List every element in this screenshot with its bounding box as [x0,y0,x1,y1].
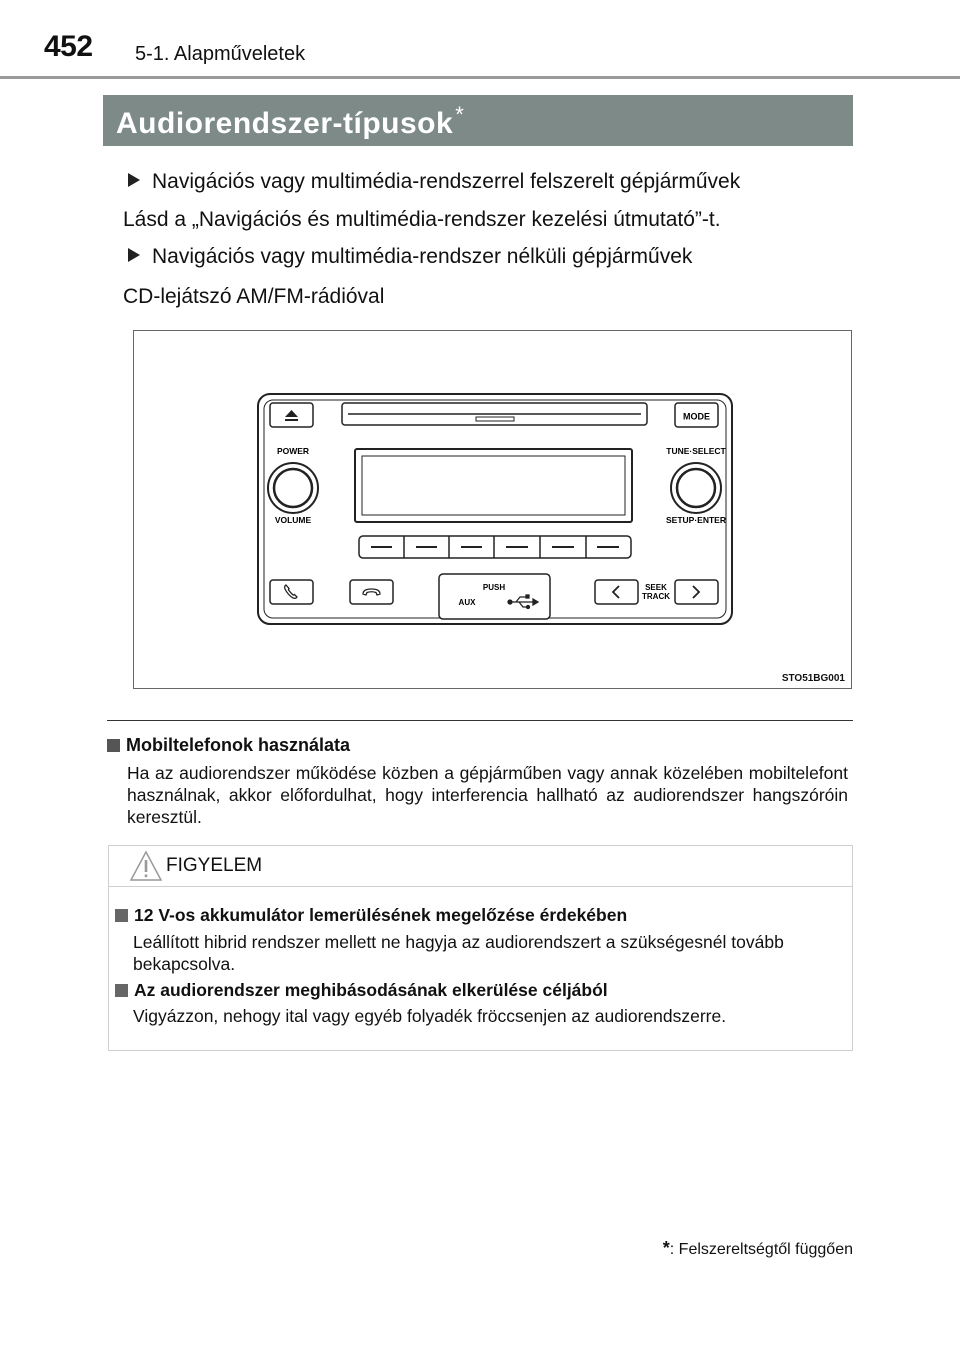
preset-buttons-row [359,536,631,558]
square-bullet-icon [115,909,128,922]
tune-select-label: TUNE·SELECT [666,446,726,456]
mode-label: MODE [683,411,710,422]
warning-item-battery-heading [115,905,627,926]
figure-code: STO51BG001 [781,673,845,684]
audio-unit-figure [133,330,852,689]
triangle-bullet-icon [128,173,140,187]
seek-track-next-button [675,580,718,604]
mobile-phone-heading-text: Mobiltelefonok használata [126,735,351,755]
reference-line: Lásd a „Navigációs és multimédia-rendszer kezelési útmutató”-t. [123,208,721,231]
bullet-no-navigation-text: Navigációs vagy multimédia-rendszer nélküli gépjárművek [152,245,693,268]
square-bullet-icon [115,984,128,997]
warning-item-damage-heading-text: Az audiorendszer meghibásodásának elkerülése céljából [134,980,608,1000]
bullet-navigation-equipped [128,170,740,194]
seek-label: SEEK [645,583,667,592]
section-label: 5-1. Alapműveletek [135,43,306,65]
square-bullet-icon [107,739,120,752]
mobile-phone-paragraph: Ha az audiorendszer működése közben a gépjárműben vagy annak közelében mobiltelefont használnak, akkor előfordulhat, hogy interferencia hallható az audiorendszer hangszóróin keresztül. [127,763,848,827]
mobile-phone-heading [107,735,350,756]
footnote-text: : Felszereltségtől függően [669,1241,853,1258]
footnote-asterisk: * [662,1238,670,1258]
warning-triangle-icon [129,849,163,883]
warning-item-battery-text: Leállított hibrid rendszer mellett ne hagyja az audiorendszert a szükségesnél tovább bekapcsolva. [133,932,784,974]
aux-label: AUX [458,598,476,607]
phone-call-button [270,580,313,604]
push-label: PUSH [482,583,506,592]
section-title [116,102,464,141]
separator-rule [107,720,853,721]
warning-title: FIGYELEM [166,855,263,876]
warning-item-battery-heading-text: 12 V-os akkumulátor lemerülésének megelőzése érdekében [134,905,628,925]
warning-header [109,846,852,887]
warning-item-damage-heading [115,980,608,1001]
title-asterisk: * [455,102,465,127]
bullet-navigation-equipped-text: Navigációs vagy multimédia-rendszerrel felszerelt gépjárművek [152,170,741,193]
aux-usb-panel [439,574,550,619]
header-rule [0,76,960,79]
warning-item-damage-text: Vigyázzon, nehogy ital vagy egyéb folyadék fröccsenjen az audiorendszerre. [133,1006,727,1026]
footnote [663,1238,853,1259]
track-label: TRACK [642,592,670,601]
section-title-bar [103,95,853,146]
cd-radio-line: CD-lejátszó AM/FM-rádióval [123,285,385,308]
audio-unit-illustration [134,331,853,690]
bullet-no-navigation [128,245,692,269]
warning-box [108,845,853,1051]
volume-label: VOLUME [274,515,312,525]
page-number: 452 [44,30,93,63]
seek-track-previous-button [595,580,638,604]
power-label: POWER [276,446,310,456]
cd-slot-notch [476,417,514,421]
section-title-text: Audiorendszer-típusok [116,107,454,140]
triangle-bullet-icon [128,248,140,262]
setup-enter-label: SETUP·ENTER [666,515,726,525]
